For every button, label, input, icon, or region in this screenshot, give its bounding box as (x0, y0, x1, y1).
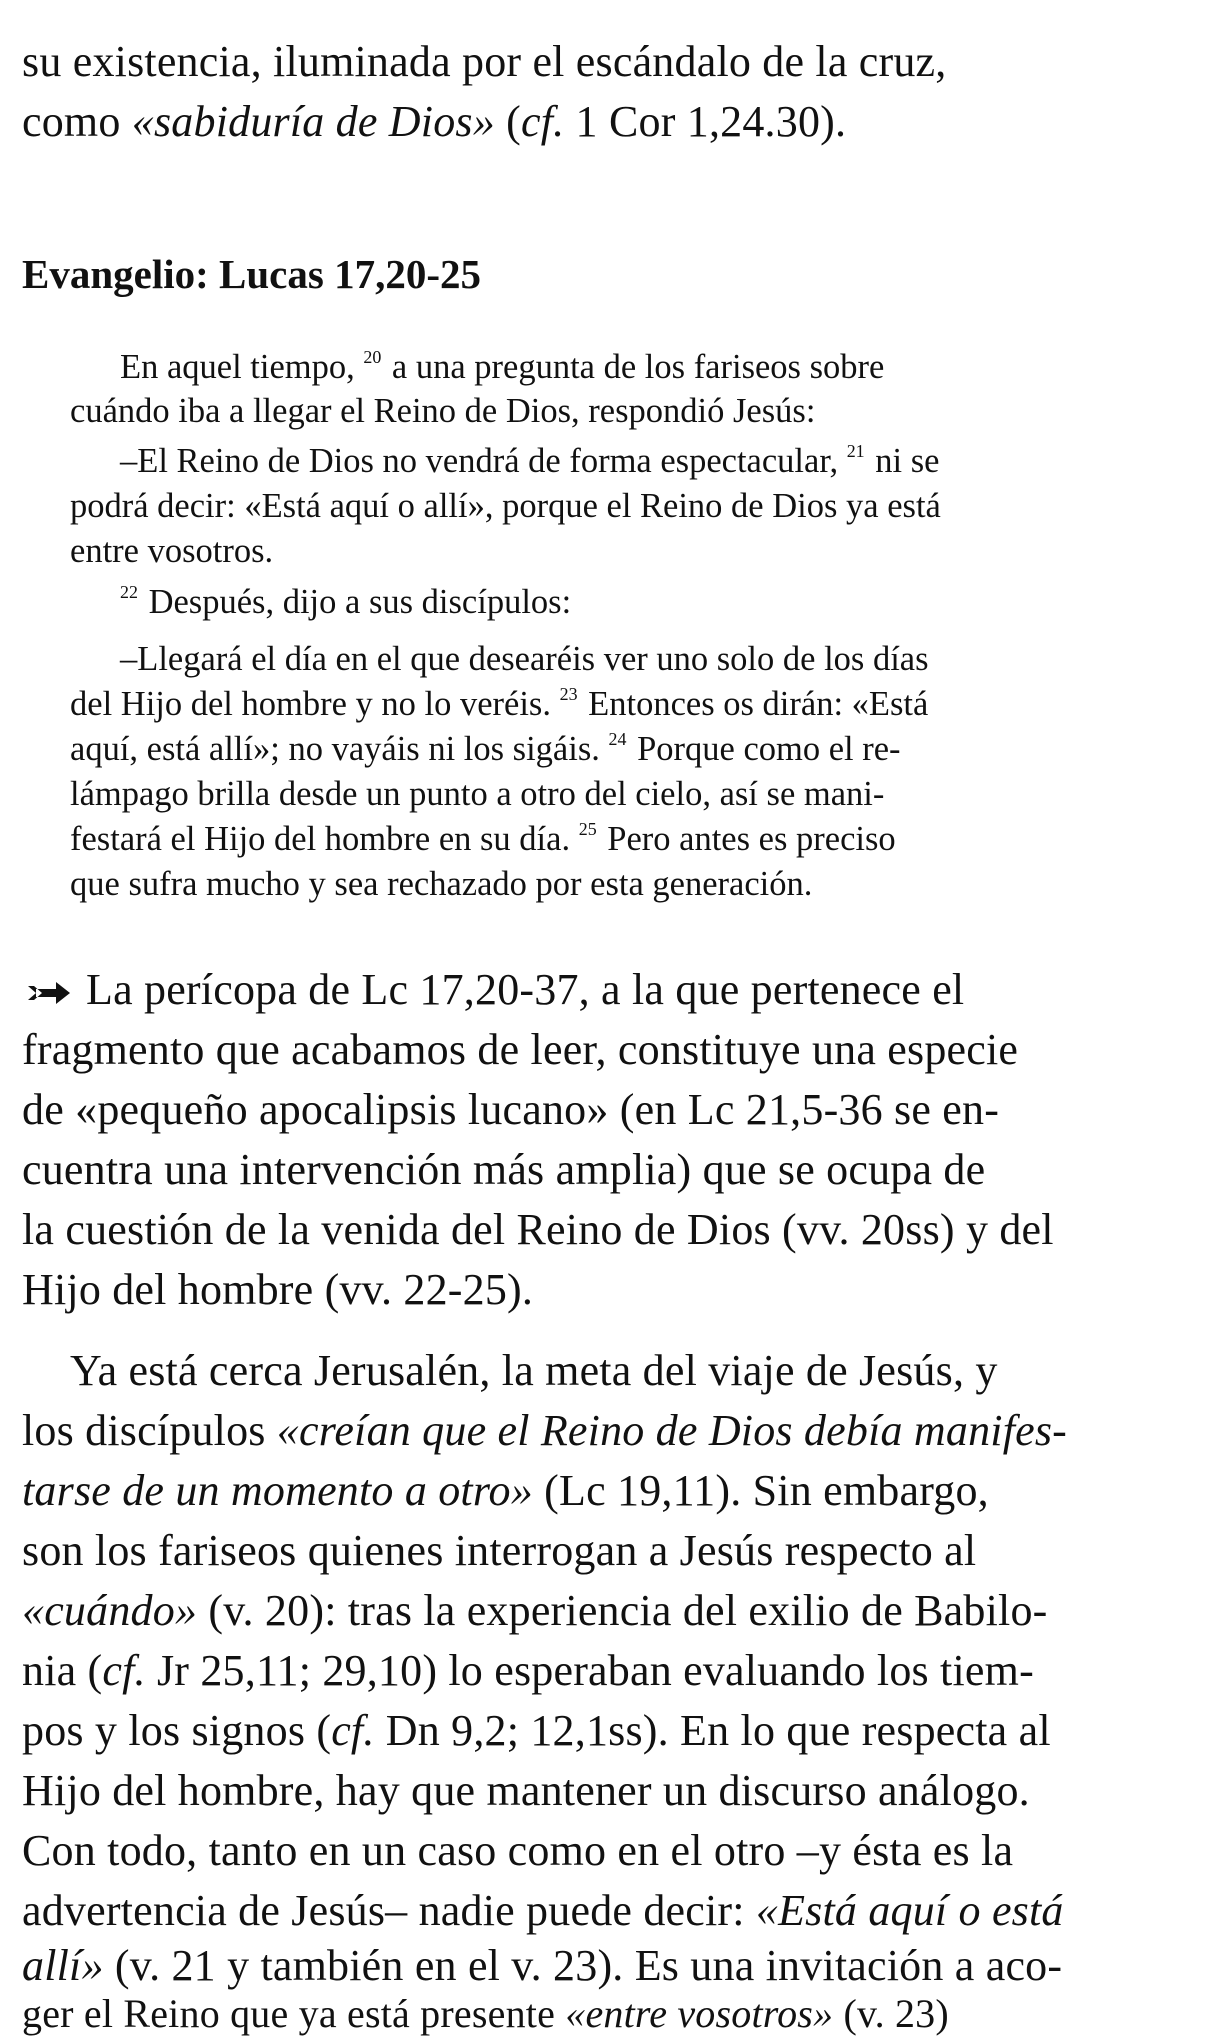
commentary-line: allí» (v. 21 y también en el v. 23). Es una invitación a aco- (22, 1941, 1063, 1990)
verse-number: 20 (363, 346, 382, 367)
verse-number: 25 (578, 818, 597, 839)
gospel-line: del Hijo del hombre y no lo veréis. $^{23}$ Entonces os dirán: «Está (70, 683, 929, 723)
gospel-line: lámpago brilla desde un punto a otro del cielo, así se mani- (70, 775, 885, 813)
arrow-right-icon (26, 980, 72, 1006)
commentary-line: los discípulos «creían que el Reino de Dios debía manifes- (22, 1406, 1068, 1455)
gospel-line: –El Reino de Dios no vendrá de forma espectacular, $^{21}$ ni se (120, 440, 940, 480)
commentary-line: cuentra una intervención más amplia) que se ocupa de (22, 1145, 986, 1194)
gospel-line: En aquel tiempo, $^{20}$ a una pregunta de los fariseos sobre (120, 346, 885, 386)
commentary-line: pos y los signos (cf. Dn 9,2; 12,1ss). En lo que respecta al (22, 1706, 1051, 1755)
commentary-line: Con todo, tanto en un caso como en el otro –y ésta es la (22, 1826, 1014, 1875)
gospel-line: $^{22}$ Después, dijo a sus discípulos: (120, 581, 572, 621)
verse-number: 24 (608, 728, 627, 749)
commentary-line: ger el Reino que ya está presente «entre vosotros» (v. 23) (22, 1991, 949, 2036)
commentary-line: Hijo del hombre, hay que mantener un discurso análogo. (22, 1766, 1030, 1815)
gospel-line: –Llegará el día en el que desearéis ver uno solo de los días (120, 640, 929, 678)
gospel-line: festará el Hijo del hombre en su día. $^{25}$ Pero antes es preciso (70, 818, 896, 858)
commentary-line: son los fariseos quienes interrogan a Jesús respecto al (22, 1526, 977, 1575)
commentary-line: la cuestión de la venida del Reino de Dios (vv. 20ss) y del (22, 1205, 1054, 1254)
gospel-line: cuándo iba a llegar el Reino de Dios, respondió Jesús: (70, 392, 816, 430)
verse-number: 22 (120, 581, 138, 602)
gospel-line: aquí, está allí»; no vayáis ni los sigáis. $^{24}$ Porque como el re- (70, 728, 901, 768)
commentary-line: fragmento que acabamos de leer, constituye una especie (22, 1025, 1019, 1074)
commentary-line: de «pequeño apocalipsis lucano» (en Lc 21,5-36 se en- (22, 1085, 1000, 1134)
section-heading: Evangelio: Lucas 17,20-25 (22, 251, 481, 297)
verse-number: 23 (559, 683, 578, 704)
commentary-line: nia (cf. Jr 25,11; 29,10) lo esperaban evaluando los tiem- (22, 1646, 1034, 1695)
gospel-line: entre vosotros. (70, 532, 274, 570)
commentary-line: advertencia de Jesús– nadie puede decir: «Está aquí o está (22, 1886, 1064, 1935)
commentary-line: tarse de un momento a otro» (Lc 19,11). Sin embargo, (22, 1466, 989, 1515)
intro-line-1: su existencia, iluminada por el escándalo de la cruz, (22, 37, 947, 86)
commentary-line: «cuándo» (v. 20): tras la experiencia del exilio de Babilo- (22, 1586, 1048, 1635)
commentary-line: Ya está cerca Jerusalén, la meta del viaje de Jesús, y (70, 1346, 998, 1395)
gospel-line: que sufra mucho y sea rechazado por esta generación. (70, 865, 813, 903)
intro-line-2: como «sabiduría de Dios» (cf. 1 Cor 1,24.30). (22, 97, 847, 146)
commentary-line: La perícopa de Lc 17,20-37, a la que pertenece el (26, 964, 964, 1015)
verse-number: 21 (846, 440, 865, 461)
commentary-line: Hijo del hombre (vv. 22-25). (22, 1265, 534, 1314)
gospel-line: podrá decir: «Está aquí o allí», porque el Reino de Dios ya está (70, 487, 941, 525)
